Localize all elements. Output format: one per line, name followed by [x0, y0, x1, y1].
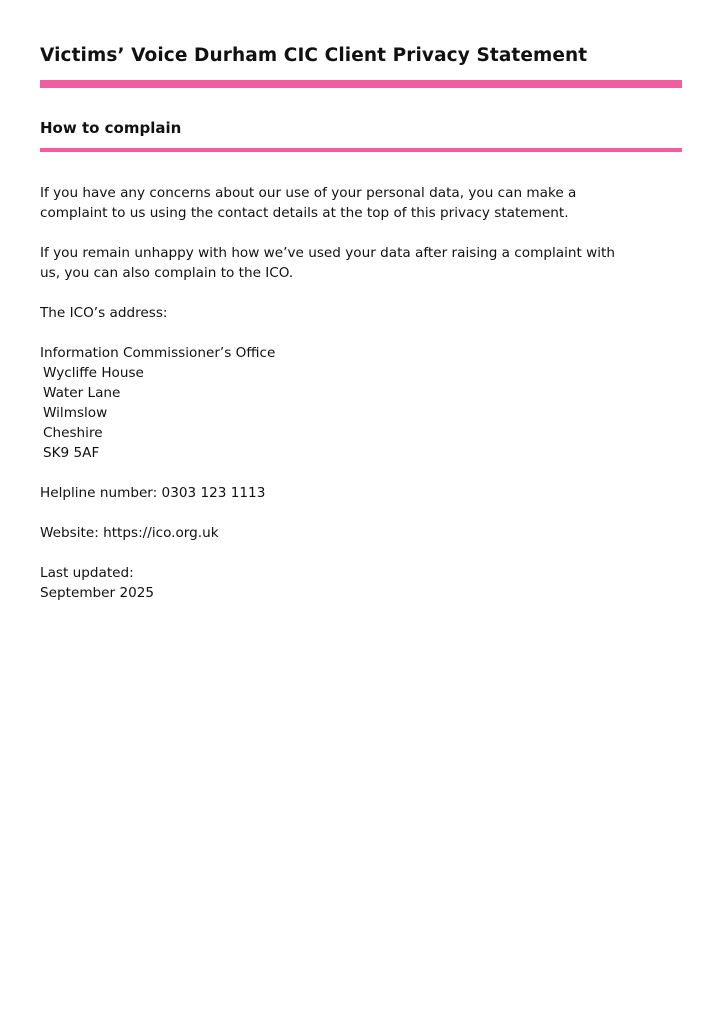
text-line: If you have any concerns about our use of your personal data, you can make a — [40, 185, 577, 201]
section-divider — [40, 148, 682, 152]
title-divider — [40, 80, 682, 88]
helpline-number: Helpline number: 0303 123 1113 — [40, 485, 266, 501]
address-line: SK9 5AF — [43, 445, 100, 461]
unhappy-paragraph — [40, 243, 680, 283]
last-updated-label: Last updated: — [40, 565, 134, 581]
address-label-paragraph — [40, 303, 680, 323]
helpline-paragraph — [40, 483, 680, 503]
address-line: Wycliffe House — [43, 365, 144, 381]
address-line: Water Lane — [43, 385, 121, 401]
concerns-paragraph — [40, 183, 680, 223]
website-paragraph — [40, 523, 680, 543]
last-updated-date: September 2025 — [40, 585, 155, 601]
website-link: Website: https://ico.org.uk — [40, 525, 219, 541]
address-label: The ICO’s address: — [40, 305, 168, 321]
section-heading: How to complain — [40, 119, 182, 137]
address-line: Wilmslow — [43, 405, 108, 421]
text-line: If you remain unhappy with how we’ve used your data after raising a complaint with — [40, 245, 615, 261]
address-line: Information Commissioner’s Office — [40, 345, 276, 361]
text-line: us, you can also complain to the ICO. — [40, 265, 294, 281]
address-line: Cheshire — [43, 425, 103, 441]
document-title: Victims’ Voice Durham CIC Client Privacy Statement — [40, 45, 588, 66]
document-body — [40, 183, 680, 623]
text-line: complaint to us using the contact details at the top of this privacy statement. — [40, 205, 569, 221]
address-block — [40, 343, 680, 463]
last-updated-paragraph — [40, 563, 680, 603]
